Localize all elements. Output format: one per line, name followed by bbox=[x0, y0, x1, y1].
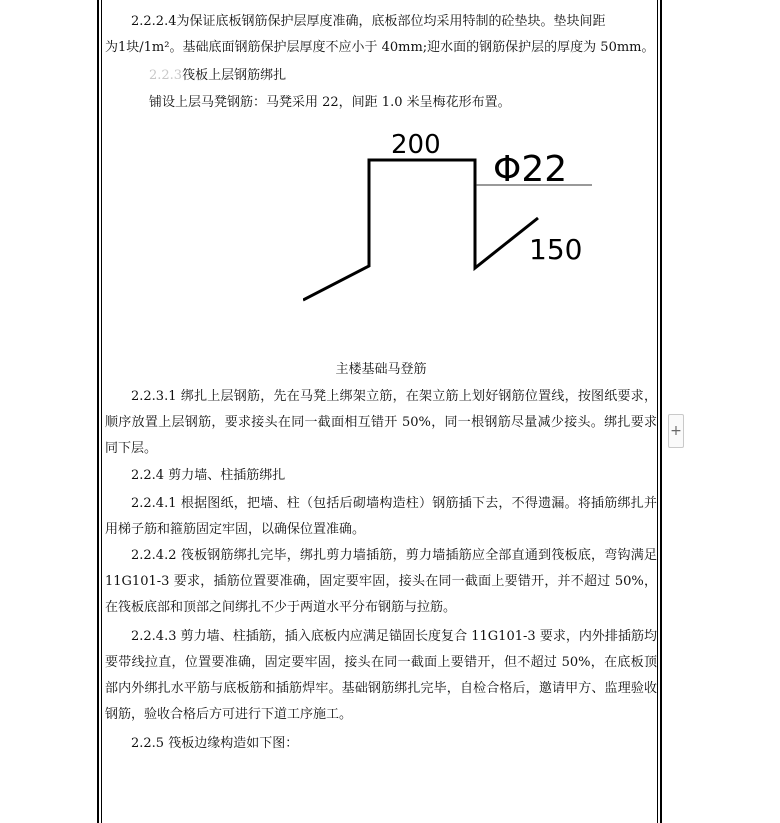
section-heading-2-2-3 bbox=[149, 63, 657, 89]
paragraph-2-2-4-2: 2.2.4.2 筏板钢筋绑扎完毕，绑扎剪力墙插筋，剪力墙插筋应全部直通到筏板底，弯钩满足 11G101-3 要求，插筋位置要准确，固定要牢固，接头在同一截面上要错开，并不超过 50%，在筏板底部和顶部之间绑扎不少于两道水平分布钢筋与拉筋。 bbox=[105, 548, 657, 615]
paragraph-mat-stool bbox=[149, 90, 657, 116]
page-border-right-inner bbox=[657, 0, 658, 823]
heading-number: 2.2.3 bbox=[149, 68, 183, 83]
paragraph-2-2-4-3: 2.2.4.3 剪力墙、柱插筋，插入底板内应满足锚固长度复合 11G101-3 要求，内外排插筋均要带线拉直，位置要准确，固定要牢固，接头在同一截面上要错开，但不超过 50%，在底板顶部内外绑扎水平筋与底板筋和插筋焊牢。基础钢筋绑扎完毕，自检合格后，邀请甲方、监理验收钢筋，验收合格后方可进行下道工序施工。 bbox=[105, 629, 657, 722]
dimension-label-150: 150 bbox=[529, 233, 583, 266]
diameter-label: Φ22 bbox=[493, 149, 568, 190]
plus-icon: + bbox=[670, 423, 682, 439]
paragraph-line: 2.2.2.4为保证底板钢筋保护层厚度准确，底板部位均采用特制的砼垫块。垫块间距 bbox=[131, 14, 606, 29]
page-border-left bbox=[97, 0, 99, 823]
paragraph-2-2-4-1: 2.2.4.1 根据图纸，把墙、柱（包括后砌墙构造柱）钢筋插下去，不得遗漏。将插筋绑扎并用梯子筋和箍筋固定牢固，以确保位置准确。 bbox=[105, 496, 657, 537]
section-heading-2-2-4: 2.2.4 剪力墙、柱插筋绑扎 bbox=[131, 468, 286, 483]
section-heading-2-2-5: 2.2.5 筏板边缘构造如下图： bbox=[131, 736, 299, 751]
paragraph-2-2-2-4 bbox=[105, 9, 657, 61]
mat-stool-figure bbox=[303, 128, 593, 310]
heading-text: 筏板上层钢筋绑扎 bbox=[182, 68, 287, 83]
paragraph-text: 铺设上层马凳钢筋：马凳采用 22，间距 1.0 米呈梅花形布置。 bbox=[149, 95, 511, 110]
expand-button[interactable] bbox=[668, 414, 684, 448]
figure-caption: 主楼基础马登筋 bbox=[335, 362, 427, 377]
page-border-right bbox=[660, 0, 662, 823]
paragraph-line: 为1块/1m²。基础底面钢筋保护层厚度不应小于 40mm;迎水面的钢筋保护层的厚度为 50mm。 bbox=[105, 40, 655, 55]
dimension-label-200: 200 bbox=[391, 130, 441, 160]
page-border-left-inner bbox=[101, 0, 102, 823]
paragraph-2-2-3-1: 2.2.3.1 绑扎上层钢筋，先在马凳上绑架立筋，在架立筋上划好钢筋位置线，按图纸要求，顺序放置上层钢筋，要求接头在同一截面相互错开 50%，同一根钢筋尽量减少接头。绑扎要求同下层。 bbox=[105, 389, 657, 456]
document-page bbox=[105, 0, 657, 823]
